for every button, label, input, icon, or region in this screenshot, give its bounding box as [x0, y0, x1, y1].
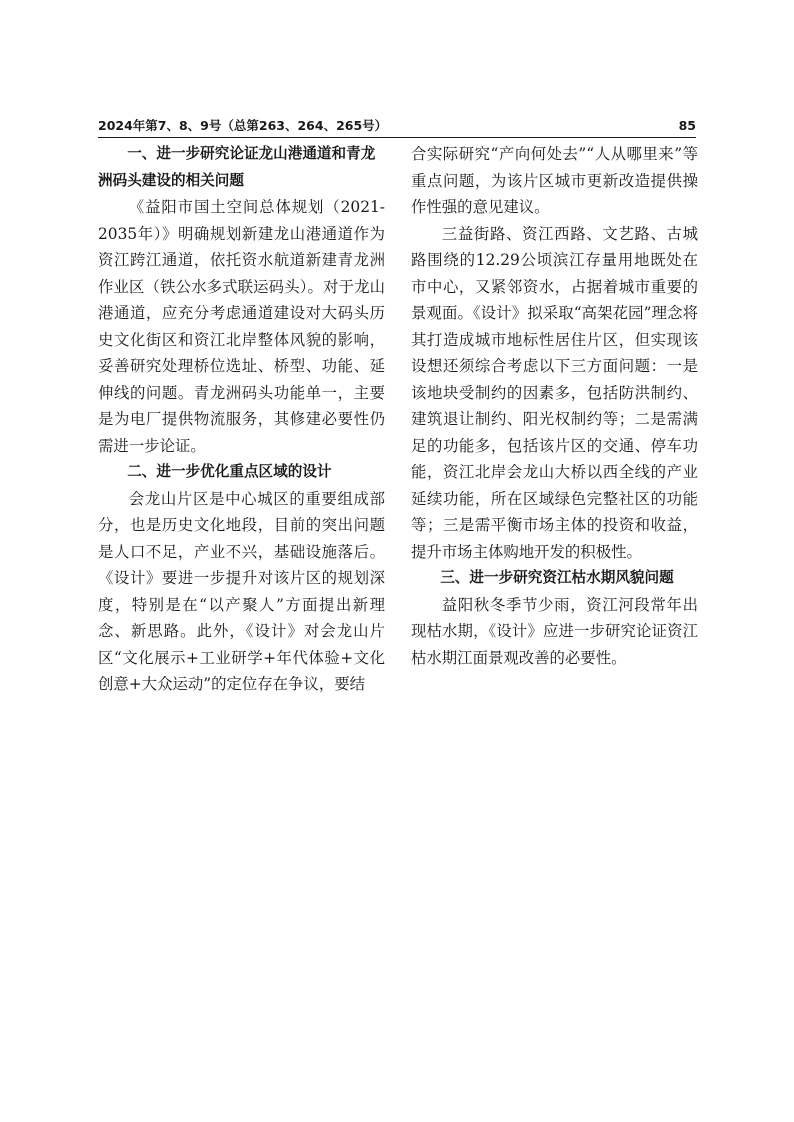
section-2-paragraph: 会龙山片区是中心城区的重要组成部分，也是历史文化地段，目前的突出问题是人口不足，产业不兴，基础设施落后。《设计》要进一步提升对该片区的规划深度，特别是在“以产聚人”方面提出新理念、新思路。此外，《设计》对会龙山片区“文化展示+工业研学+年代体验+文化创意+大众运动”的定位存在争议，要结	[98, 489, 385, 693]
header-rule	[98, 137, 696, 138]
running-header	[98, 116, 696, 136]
section-heading-1: 一、进一步研究论证龙山港通道和青龙洲码头建设的相关问题	[98, 145, 376, 189]
left-column	[98, 141, 385, 698]
section-3-paragraph: 益阳秋冬季节少雨，资江河段常年出现枯水期，《设计》应进一步研究论证资江枯水期江面景观改善的必要性。	[411, 595, 698, 667]
journal-issue-label: 2024年第7、8、9号（总第263、264、265号）	[98, 118, 388, 133]
section-heading-3: 三、进一步研究资江枯水期风貌问题	[440, 569, 674, 586]
section-heading-2: 二、进一步优化重点区域的设计	[127, 463, 332, 480]
page-number: 85	[678, 118, 696, 133]
section-2-paragraph-2: 三益街路、资江西路、文艺路、古城路围绕的12.29公顷滨江存量用地既处在市中心，又紧邻资水，占据着城市重要的景观面。《设计》拟采取“高架花园”理念将其打造成城市地标性居住片区，但实现该设想还须综合考虑以下三方面问题：一是该地块受制约的因素多，包括防洪制约、建筑退让制约、阳光权制约等；二是需满足的功能多，包括该片区的交通、停车功能，资江北岸会龙山大桥以西全线的产业延续功能，所在区域绿色完整社区的功能等；三是需平衡市场主体的投资和收益，提升市场主体购地开发的积极性。	[411, 224, 698, 561]
right-column	[411, 141, 698, 671]
section-2-paragraph-continued: 合实际研究“产向何处去”“人从哪里来”等重点问题，为该片区城市更新改造提供操作性强的意见建议。	[411, 145, 698, 216]
section-1-paragraph: 《益阳市国土空间总体规划（2021-2035年）》明确规划新建龙山港通道作为资江跨江通道，依托资水航道新建青龙洲作业区（铁公水多式联运码头）。对于龙山港通道，应充分考虑通道建设对大码头历史文化街区和资江北岸整体风貌的影响，妥善研究处理桥位选址、桥型、功能、延伸线的问题。青龙洲码头功能单一，主要是为电厂提供物流服务，其修建必要性仍需进一步论证。	[98, 198, 385, 455]
